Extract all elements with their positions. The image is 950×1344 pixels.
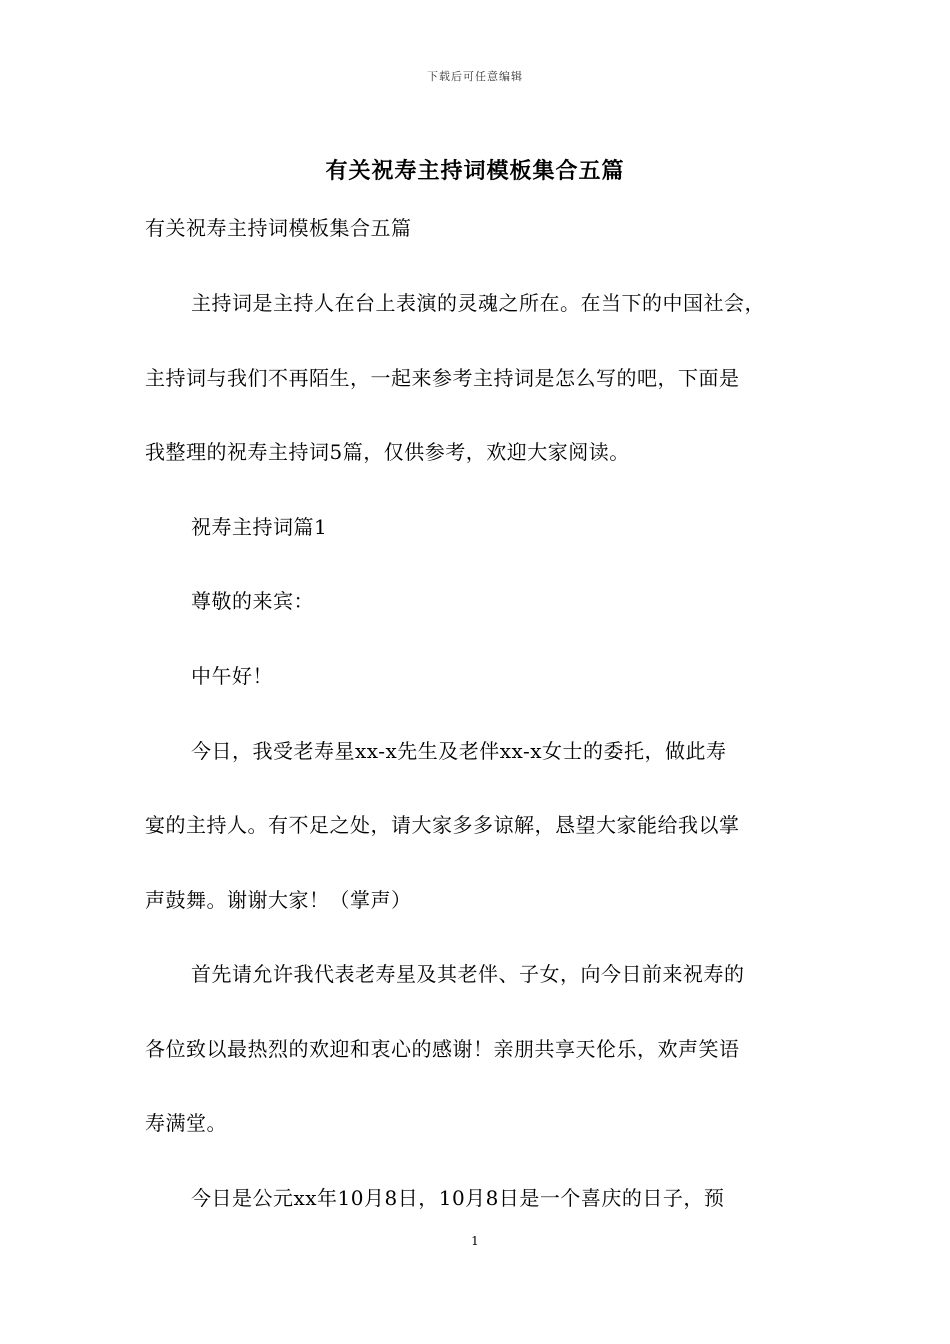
header-note: 下载后可任意编辑: [427, 70, 523, 83]
document-title: 有关祝寿主持词模板集合五篇: [325, 158, 625, 184]
paragraph-line: 我整理的祝寿主持词5篇，仅供参考，欢迎大家阅读。: [145, 440, 630, 464]
salutation-line: 尊敬的来宾：: [191, 589, 314, 613]
paragraph-line: 首先请允许我代表老寿星及其老伴、子女，向今日前来祝寿的: [191, 962, 745, 986]
paragraph-line: 主持词是主持人在台上表演的灵魂之所在。在当下的中国社会，: [191, 291, 765, 315]
paragraph-line: 声鼓舞。谢谢大家！（掌声）: [145, 888, 412, 912]
paragraph-line: 各位致以最热烈的欢迎和衷心的感谢！亲朋共享天伦乐，欢声笑语: [145, 1037, 740, 1061]
paragraph-line: 今日，我受老寿星xx-x先生及老伴xx-x女士的委托，做此寿: [191, 739, 727, 763]
paragraph-line: 今日是公元xx年10月8日，10月8日是一个喜庆的日子，预: [191, 1186, 725, 1210]
subtitle-line: 有关祝寿主持词模板集合五篇: [145, 216, 412, 240]
section-heading: 祝寿主持词篇1: [191, 515, 328, 539]
paragraph-line: 寿满堂。: [145, 1111, 227, 1135]
paragraph-line: 宴的主持人。有不足之处，请大家多多谅解，恳望大家能给我以掌: [145, 813, 740, 837]
paragraph-line: 主持词与我们不再陌生，一起来参考主持词是怎么写的吧，下面是: [145, 366, 740, 390]
page-number: 1: [471, 1234, 479, 1248]
greeting-line: 中午好！: [191, 664, 273, 688]
